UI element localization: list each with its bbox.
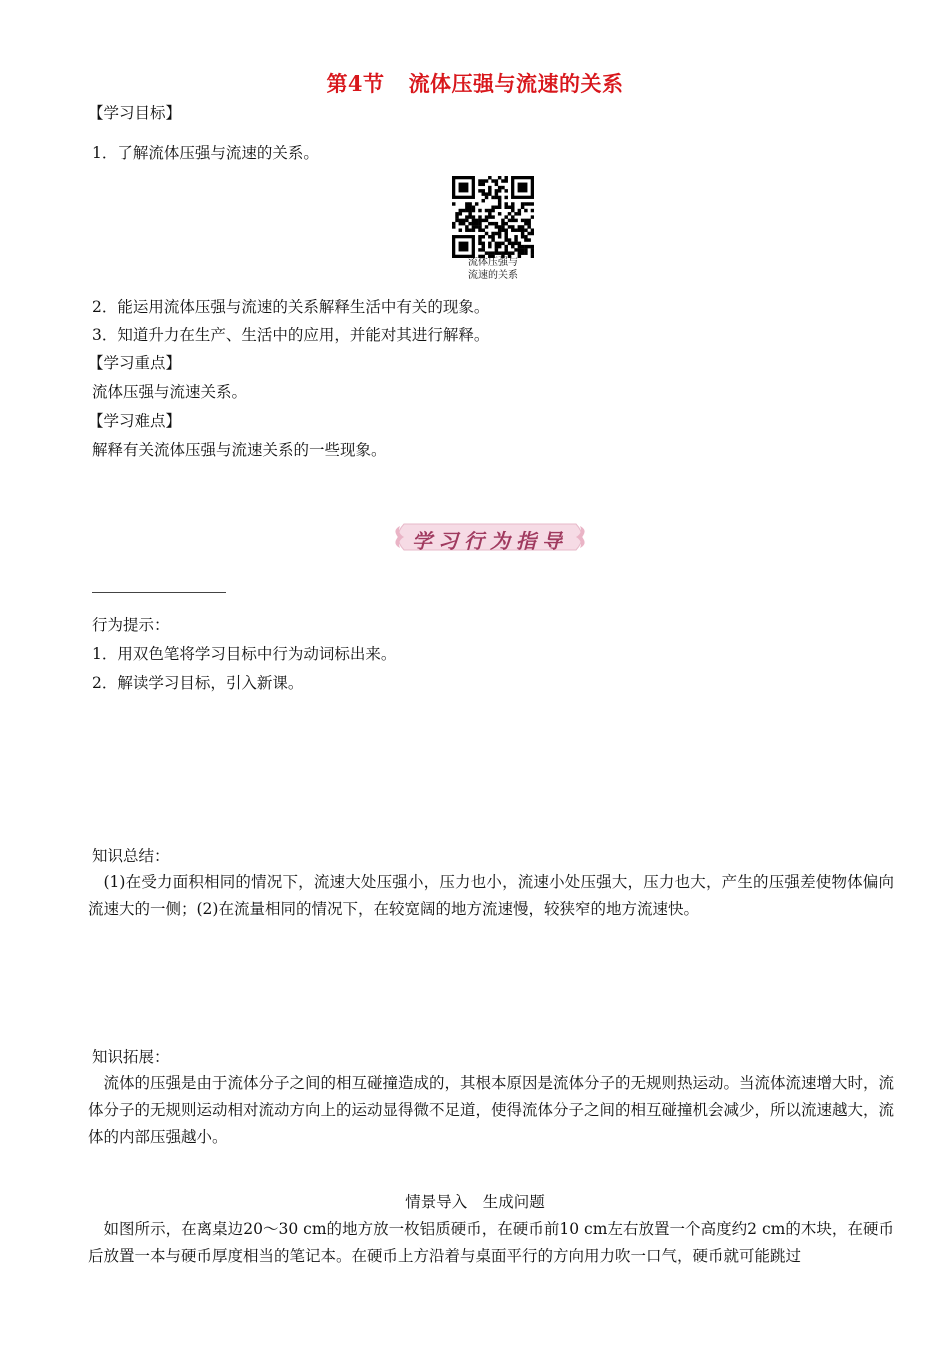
scenario-text: 如图所示，在离桌边20～30 cm的地方放一枚铝质硬币，在硬币前10 cm左右放置一个高度约2 cm的木块，在硬币后放置一本与硬币厚度相当的笔记本。在硬币上方沿着与桌面平行的方向用力吹一口气，硬币就可能跳过 bbox=[88, 1220, 894, 1265]
qr-code-image bbox=[452, 176, 534, 258]
guidance-banner bbox=[390, 520, 590, 554]
key-point-heading: 【学习重点】 bbox=[88, 354, 182, 372]
extension-text: 流体的压强是由于流体分子之间的相互碰撞造成的，其根本原因是流体分子的无规则热运动。当流体流速增大时，流体分子的无规则运动相对流动方向上的运动显得微不足道，使得流体分子之间的相互碰撞机会减少，所以流速越大，流体的内部压强越小。 bbox=[88, 1074, 895, 1146]
objective-item-3: 3．知道升力在生产、生活中的应用，并能对其进行解释。 bbox=[92, 326, 490, 344]
difficulty-text: 解释有关流体压强与流速关系的一些现象。 bbox=[92, 441, 387, 459]
objective-item-2: 2．能运用流体压强与流速的关系解释生活中有关的现象。 bbox=[92, 298, 490, 316]
qr-caption bbox=[446, 256, 540, 282]
section-name: 流体压强与流速的关系 bbox=[408, 71, 624, 96]
divider-line bbox=[92, 592, 226, 593]
scenario-heading: 情景导入 生成问题 bbox=[405, 1193, 545, 1211]
banner-text: 学习行为指导 bbox=[412, 529, 568, 553]
section-number: 第4节 bbox=[326, 71, 385, 96]
section-title bbox=[0, 68, 950, 98]
behavior-item-2: 2．解读学习目标，引入新课。 bbox=[92, 674, 304, 692]
difficulty-heading: 【学习难点】 bbox=[88, 412, 182, 430]
qr-code bbox=[452, 176, 534, 262]
qr-caption-line-1: 流体压强与 bbox=[468, 257, 518, 268]
summary-heading: 知识总结： bbox=[92, 847, 170, 865]
behavior-item-1: 1．用双色笔将学习目标中行为动词标出来。 bbox=[92, 645, 397, 663]
key-point-text: 流体压强与流速关系。 bbox=[92, 383, 248, 401]
extension-heading: 知识拓展： bbox=[92, 1048, 170, 1066]
objectives-heading: 【学习目标】 bbox=[88, 104, 182, 122]
objective-item-1: 1．了解流体压强与流速的关系。 bbox=[92, 144, 319, 162]
qr-caption-line-2: 流速的关系 bbox=[468, 270, 518, 281]
behavior-heading: 行为提示： bbox=[92, 616, 170, 634]
summary-text: (1)在受力面积相同的情况下，流速大处压强小，压力也小，流速小处压强大，压力也大，产生的压强差使物体偏向流速大的一侧；(2)在流量相同的情况下，在较宽阔的地方流速慢，较狭窄的地方流速快。 bbox=[88, 873, 894, 918]
